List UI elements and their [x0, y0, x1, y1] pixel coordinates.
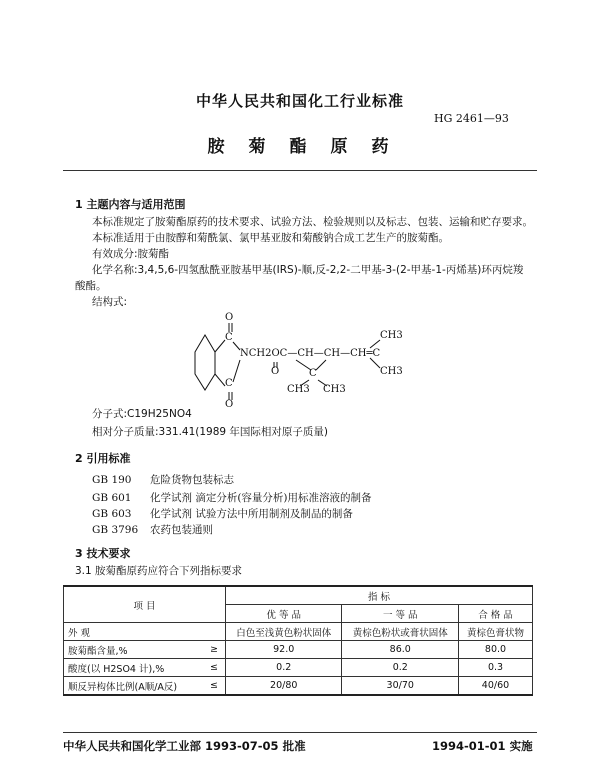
structure-label: 结构式:: [92, 296, 128, 308]
reference-title: 化学试剂 试验方法中所用制剂及制品的制备: [150, 508, 353, 520]
table-row: [64, 659, 533, 677]
clause-3-1: 3.1 胺菊酯原药应符合下列指标要求: [75, 565, 243, 577]
table-cell: 30/70: [342, 677, 459, 696]
row-label: 外 观: [64, 623, 226, 641]
methyl-group-c: CH3: [287, 384, 310, 395]
reference-item: [92, 522, 213, 537]
reference-title: 化学试剂 滴定分析(容量分析)用标准溶液的制备: [150, 492, 372, 504]
issuing-organization: 中华人民共和国化工行业标准: [195, 92, 404, 110]
carbonyl-oxygen-bottom: O: [225, 399, 234, 410]
table-row: [64, 641, 533, 659]
table-header-row: [64, 586, 533, 605]
section-1-p2: 本标准适用于由胺醇和菊酰氯、氯甲基亚胺和菊酸钠合成工艺生产的胺菊酯。: [92, 232, 449, 244]
table-cell: 0.2: [225, 659, 342, 677]
row-label: 胺菊酯含量,%: [64, 641, 203, 659]
cyclopropane-carbon: C: [309, 368, 317, 379]
grade-header: 合 格 品: [459, 605, 533, 623]
reference-code: GB 3796: [92, 524, 139, 536]
row-label: 酸度(以 H2SO4 计),%: [64, 659, 203, 677]
methyl-group-a: CH3: [380, 330, 403, 341]
table-cell: 黄棕色膏状物: [459, 623, 533, 641]
active-ingredient: 有效成分:胺菊酯: [92, 248, 170, 260]
table-cell: 0.3: [459, 659, 533, 677]
methyl-group-d: CH3: [323, 384, 346, 395]
chemical-name-line2: 酸酯。: [75, 280, 107, 292]
table-cell: 86.0: [342, 641, 459, 659]
table-cell: 40/60: [459, 677, 533, 696]
reference-code: GB 601: [92, 492, 132, 504]
column-header-item: 项 目: [64, 586, 226, 623]
standard-code: HG 2461—93: [434, 112, 509, 125]
molecular-formula: 分子式:C19H25NO4: [92, 408, 192, 420]
carbonyl-carbon-top: C: [225, 332, 233, 343]
footer-divider: [63, 732, 537, 733]
row-comparator: ≥: [203, 641, 226, 659]
reference-item: [92, 472, 234, 487]
section-1-heading: 1 主题内容与适用范围: [75, 198, 186, 211]
table-cell: 白色至浅黄色粉状固体: [225, 623, 342, 641]
row-label: 顺反异构体比例(A顺/A反): [64, 677, 203, 696]
carbonyl-carbon-bottom: C: [225, 378, 233, 389]
document-title: 胺菊酯原药: [207, 137, 413, 157]
reference-item: [92, 490, 372, 505]
molecular-mass: 相对分子质量:331.41(1989 年国际相对原子质量): [92, 426, 329, 438]
table-row: [64, 623, 533, 641]
carbonyl-oxygen-top: O: [225, 312, 234, 323]
approval-line: 中华人民共和国化学工业部 1993-07-05 批准: [63, 739, 306, 753]
ester-oxygen: O: [271, 366, 280, 377]
reference-title: 危险货物包装标志: [150, 474, 234, 486]
section-2-heading: 2 引用标准: [75, 452, 131, 465]
methyl-group-b: CH3: [380, 366, 403, 377]
grade-header: 一 等 品: [342, 605, 459, 623]
table-row: [64, 677, 533, 696]
grade-header: 优 等 品: [225, 605, 342, 623]
specification-table: [63, 585, 533, 696]
section-3-heading: 3 技术要求: [75, 547, 131, 560]
implementation-date: 1994-01-01 实施: [432, 739, 533, 753]
row-comparator: ≤: [203, 659, 226, 677]
reference-title: 农药包装通则: [150, 524, 213, 536]
main-chain: NCH2OC—CH—CH—CH═C: [240, 348, 381, 359]
cyclohexene-ring: [195, 335, 215, 390]
table-cell: 92.0: [225, 641, 342, 659]
column-header-indicator: 指 标: [225, 586, 532, 605]
table-cell: 黄棕色粉状或膏状固体: [342, 623, 459, 641]
table-cell: 0.2: [342, 659, 459, 677]
header-divider: [63, 170, 537, 171]
chemical-name-line1: 化学名称:3,4,5,6-四氢酞酰亚胺基甲基(IRS)-顺,反-2,2-二甲基-3-(2-甲基-1-丙烯基)环丙烷羧: [92, 264, 524, 276]
table-cell: 20/80: [225, 677, 342, 696]
section-1-p1: 本标准规定了胺菊酯原药的技术要求、试验方法、检验规则以及标志、包装、运输和贮存要求。: [92, 216, 533, 228]
table-cell: 80.0: [459, 641, 533, 659]
reference-code: GB 603: [92, 508, 132, 520]
row-comparator: ≤: [203, 677, 226, 696]
reference-code: GB 190: [92, 474, 132, 486]
reference-item: [92, 506, 353, 521]
